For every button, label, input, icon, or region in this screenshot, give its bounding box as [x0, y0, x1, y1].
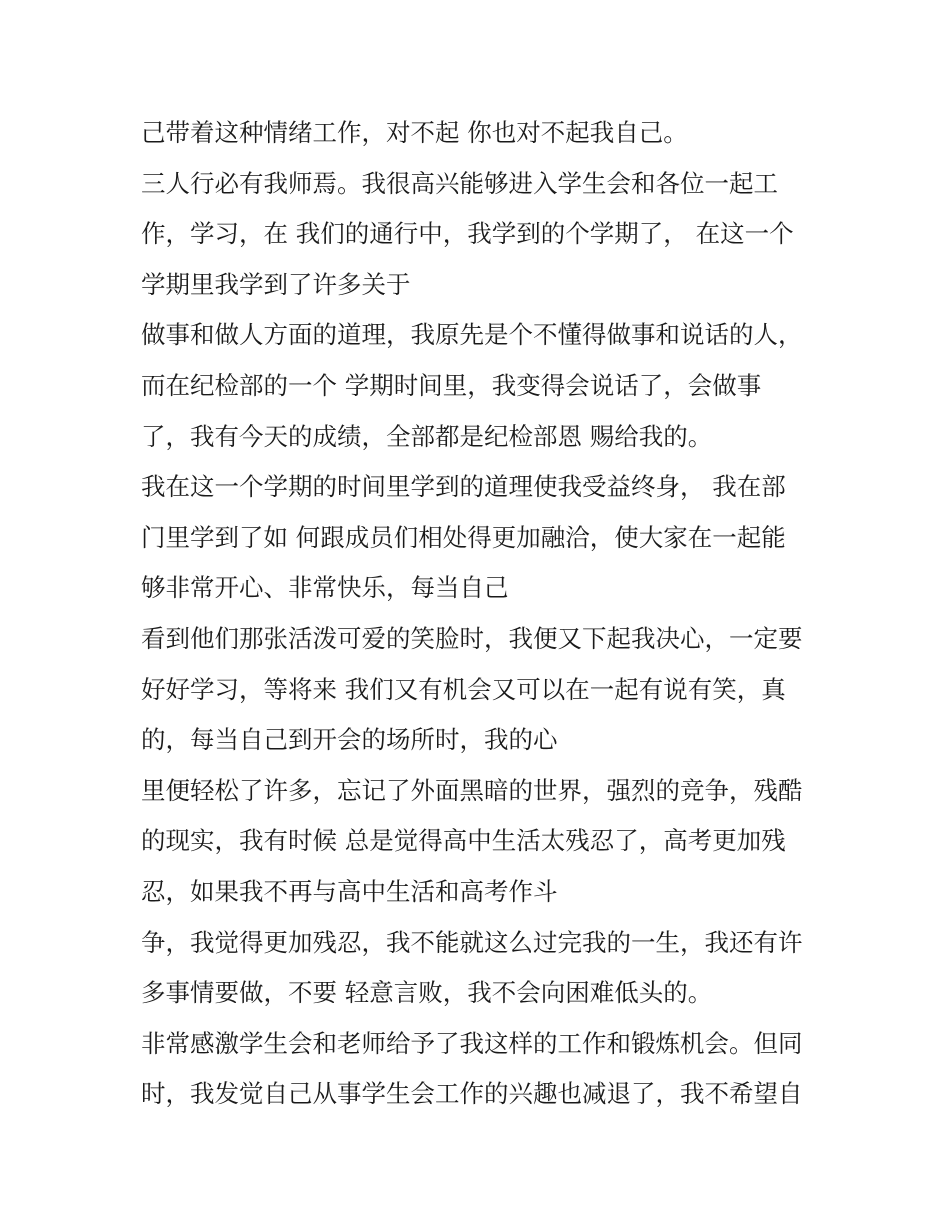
- text-line: 好好学习，等将来 我们又有机会又可以在一起有说有笑，真: [141, 674, 786, 704]
- text-line: 了，我有今天的成绩，全部都是纪检部恩 赐给我的。: [141, 421, 713, 451]
- text-line: 三人行必有我师焉。我很高兴能够进入学生会和各位一起工: [141, 168, 778, 198]
- text-line: 我在这一个学期的时间里学到的道理使我受益终身， 我在部: [141, 472, 786, 502]
- text-line: 争，我觉得更加残忍，我不能就这么过完我的一生，我还有许: [141, 927, 803, 957]
- text-line: 多事情要做，不要 轻意言败，我不会向困难低头的。: [141, 978, 713, 1008]
- text-line: 的现实，我有时候 总是觉得高中生活太残忍了，高考更加残: [141, 826, 786, 856]
- text-line: 做事和做人方面的道理，我原先是个不懂得做事和说话的人，: [141, 320, 803, 350]
- text-line: 的，每当自己到开会的场所时，我的心: [141, 725, 558, 755]
- text-line: 门里学到了如 何跟成员们相处得更加融洽，使大家在一起能: [141, 522, 786, 552]
- text-line: 非常感激学生会和老师给予了我这样的工作和锻炼机会。但同: [141, 1028, 803, 1058]
- text-line: 够非常开心、非常快乐，每当自己: [141, 573, 509, 603]
- text-line: 看到他们那张活泼可爱的笑脸时，我便又下起我决心，一定要: [141, 623, 803, 653]
- text-line: 时，我发觉自己从事学生会工作的兴趣也减退了，我不希望自: [141, 1079, 803, 1109]
- document-body: [141, 108, 821, 1120]
- text-line: 己带着这种情绪工作，对不起 你也对不起我自己。: [141, 118, 688, 147]
- text-line: 作，学习，在 我们的通行中，我学到的个学期了， 在这一个: [141, 219, 794, 249]
- text-line: 里便轻松了许多，忘记了外面黑暗的世界，强烈的竞争，残酷: [141, 775, 803, 805]
- text-line: 而在纪检部的一个 学期时间里，我变得会说话了，会做事: [141, 370, 762, 400]
- text-line: 学期里我学到了许多关于: [141, 269, 411, 299]
- text-line: 忍，如果我不再与高中生活和高考作斗: [141, 876, 558, 906]
